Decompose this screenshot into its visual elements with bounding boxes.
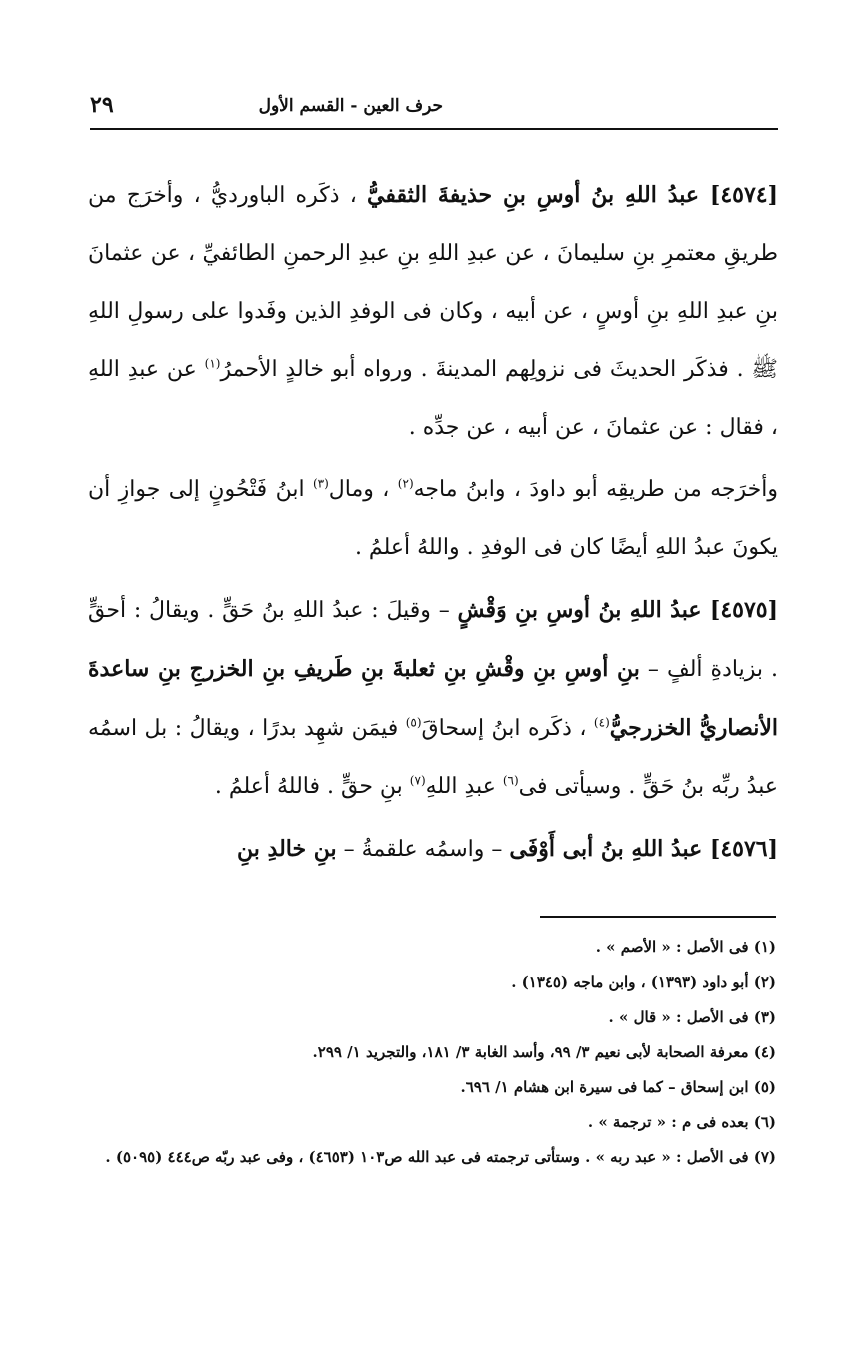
footnote-2: (٢) أبو داود (١٣٩٣) ، وابن ماجه (١٣٤٥) .: [511, 973, 776, 991]
entry-text: ابنُ فَتْحُونٍ إلى جوازِ أن يكونَ عبدُ اللهِ أيضًا كان فى الوفدِ . واللهُ أعلمُ .: [88, 477, 778, 560]
footnote-ref[interactable]: (٣): [312, 476, 329, 491]
footnote-ref[interactable]: (٧): [409, 773, 426, 788]
footnote-1: (١) فى الأصل : « الأصم » .: [595, 938, 776, 956]
entry-text: – وقيلَ : عبدُ اللهِ بنُ حَقٍّ . ويقالُ : أحقٍّ . بزيادةِ ألفٍ –: [88, 598, 778, 682]
entry-4575: [88, 581, 778, 816]
entry-text: ، ذكَره ابنُ إسحاقَ: [421, 716, 587, 741]
entry-text: ، ذكَره الباورديُّ ، وأخرَج من طريقِ معتمرِ بنِ سليمانَ ، عن عبدِ اللهِ بنِ عبدِ الرحمنِ الطائفيِّ ، عن عثمانَ بنِ عبدِ اللهِ بنِ أوسٍ ، عن أبيه ، وكان فى الوفدِ الذين وفَدوا على رسولِ اللهِ ﷺ . فذكَر الحديثَ فى نزولِهم المدينةَ . ورواه أبو خالدٍ الأحمرُ: [88, 183, 778, 382]
footnote-ref[interactable]: (٥): [405, 715, 422, 730]
entry-text: – واسمُه علقمةُ –: [343, 837, 503, 862]
footnote-5: (٥) ابن إسحاق – كما فى سيرة ابن هشام ١/ ٦٩٦.: [460, 1078, 776, 1096]
footnote-6: (٦) بعده فى م : « ترجمة » .: [587, 1113, 776, 1131]
main-text: [88, 166, 778, 879]
entry-text: عبدِ اللهِ: [425, 774, 496, 799]
entry-text: فيمَن شهِد بدرًا ، ويقالُ : بل اسمُه عبدُ ربِّه بنُ حَقٍّ . وسيأتى فى: [88, 716, 778, 799]
entry-text: عن عبدِ اللهِ ، فقال : عن عثمانَ ، عن أبيه ، عن جدِّه .: [88, 357, 778, 440]
footnote-ref[interactable]: (٦): [502, 773, 519, 788]
footnote-ref[interactable]: (٢): [397, 476, 414, 491]
entry-lineage: بنِ خالدِ بنِ: [237, 836, 337, 862]
footnote-3: (٣) فى الأصل : « قال » .: [608, 1008, 776, 1026]
footnotes: [80, 930, 776, 1175]
running-header: [90, 88, 778, 130]
page-number: ٢٩: [90, 92, 114, 118]
footnote-ref[interactable]: (٤): [593, 715, 610, 730]
entry-text: ، ومال: [328, 477, 390, 502]
footnote-ref[interactable]: (١): [204, 356, 221, 371]
header-title: حرف العين - القسم الأول: [258, 96, 443, 116]
entry-heading: [٤٥٧٤] عبدُ اللهِ بنُ أوسِ بنِ حذيفةَ الثقفيُّ: [367, 182, 778, 208]
entry-4574: [88, 166, 778, 457]
entry-4576: [88, 820, 778, 879]
entry-text: وأخرَجه من طريقِه أبو داودَ ، وابنُ ماجه: [413, 477, 778, 502]
entry-lineage: بنِ أوسِ بنِ وقْشِ بنِ ثعلبةَ بنِ طَريفِ بنِ الخزرجِ بنِ ساعدةَ الأنصاريُّ الخزرجيُّ: [88, 656, 778, 741]
entry-4574-note: [88, 461, 778, 577]
footnote-7: (٧) فى الأصل : « عبد ربه » . وستأتى ترجمته فى عبد الله ص١٠٣ (٤٦٥٣) ، وفى عبد ربّه ص٤٤٤ (٥٠٩٥) .: [105, 1148, 776, 1166]
entry-heading: [٤٥٧٥] عبدُ اللهِ بنُ أوسِ بنِ وَقْشٍ: [457, 597, 778, 623]
footnote-separator: [540, 916, 776, 918]
entry-text: بنِ حقٍّ . فاللهُ أعلمُ .: [214, 774, 403, 799]
entry-heading: [٤٥٧٦] عبدُ اللهِ بنُ أبى أَوْفَى: [509, 836, 778, 862]
footnote-4: (٤) معرفة الصحابة لأبى نعيم ٣/ ٩٩، وأسد الغابة ٣/ ١٨١، والتجريد ١/ ٢٩٩.: [312, 1043, 776, 1061]
